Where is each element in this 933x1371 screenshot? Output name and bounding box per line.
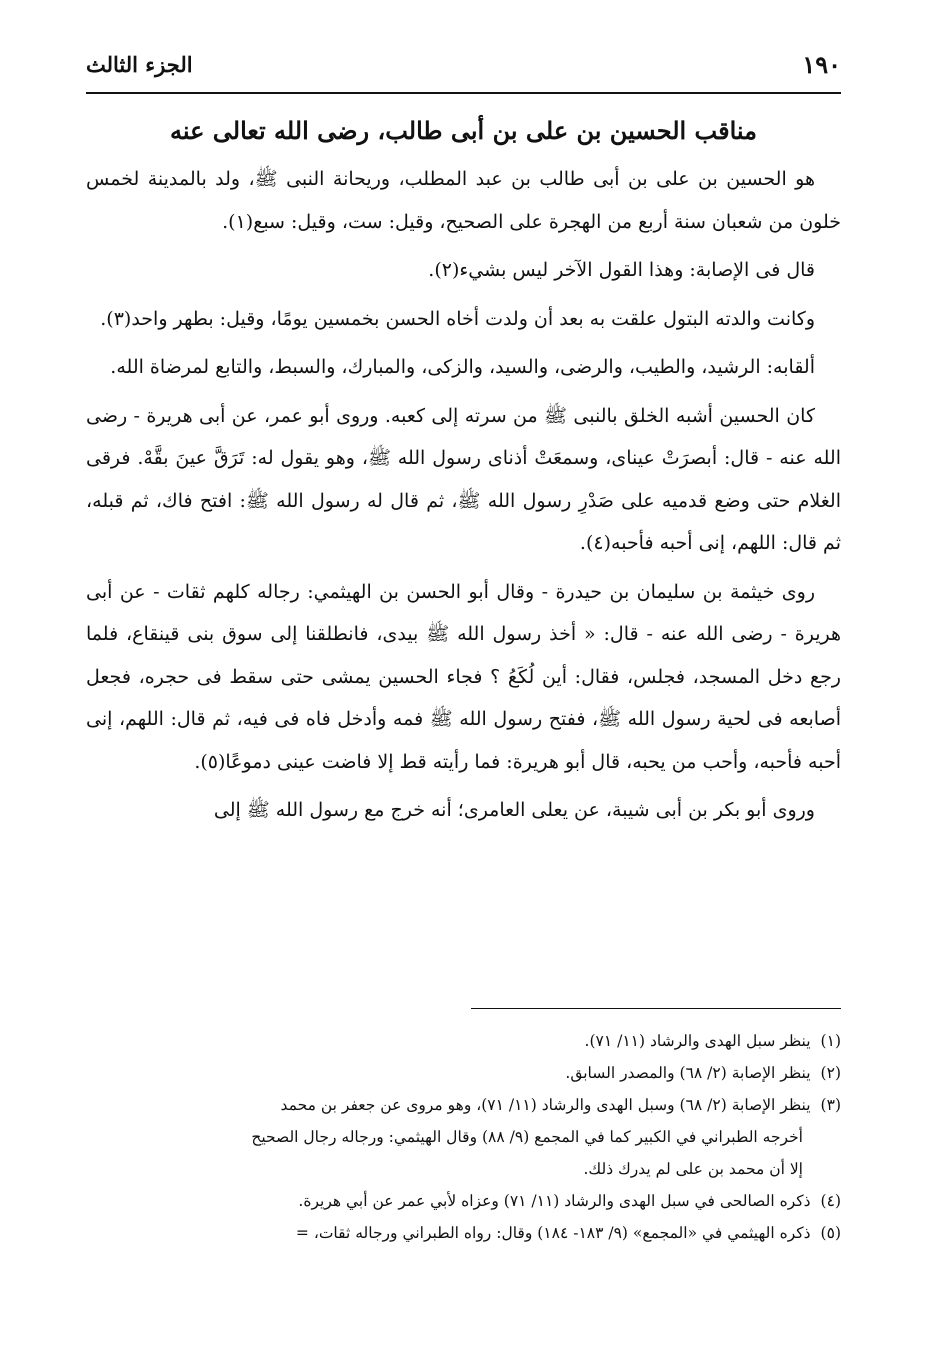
footnote-rule <box>471 1008 841 1009</box>
footnote-number: (٣) <box>820 1096 841 1114</box>
footnote <box>86 1218 841 1248</box>
footnote <box>86 1186 841 1216</box>
footnote <box>86 1058 841 1088</box>
paragraph: وكانت والدته البتول علقت به بعد أن ولدت أخاه الحسن بخمسين يومًا، وقيل: بطهر واحد(٣). <box>100 307 815 330</box>
footnote-number: (٥) <box>820 1224 841 1242</box>
paragraph: ألقابه: الرشيد، والطيب، والرضى، والسيد، والزكى، والمبارك، والسبط، والتابع لمرضاة الله. <box>110 356 815 378</box>
footnote-continuation <box>86 1122 803 1152</box>
footnote-text: ينظر الإصابة (٢/ ٦٨) والمصدر السابق. <box>565 1064 811 1082</box>
paragraph: هو الحسين بن على بن أبى طالب بن عبد المطلب، وريحانة النبى ﷺ، ولد بالمدينة لخمس خلون من شعبان سنة أربع من الهجرة على الصحيح، وقيل: ست، وقيل: سبع(١). <box>86 168 841 233</box>
footnote-number: (١) <box>820 1032 841 1050</box>
footnote-number: (٤) <box>820 1192 841 1210</box>
footnotes <box>86 1026 841 1250</box>
footnote-text: ذكره الصالحى في سبل الهدى والرشاد (١١/ ٧١) وعزاه لأبي عمر عن أبي هريرة. <box>298 1192 811 1210</box>
footnote-continuation <box>86 1154 803 1184</box>
footnote <box>86 1026 841 1056</box>
footnote-text: ينظر الإصابة (٢/ ٦٨) وسبل الهدى والرشاد (١١/ ٧١)، وهو مروى عن جعفر بن محمد <box>280 1096 811 1114</box>
running-title: الجزء الثالث <box>86 51 193 77</box>
footnote <box>86 1090 841 1120</box>
section-title: مناقب الحسين بن على بن أبى طالب، رضى الله تعالى عنه <box>169 116 758 145</box>
footnote-text: ينظر سبل الهدى والرشاد (١١/ ٧١). <box>584 1032 811 1050</box>
footnote-text: ذكره الهيثمي في «المجمع» (٩/ ١٨٣- ١٨٤) وقال: رواه الطبراني ورجاله ثقات، = <box>295 1224 811 1242</box>
footnote-text: أخرجه الطبراني في الكبير كما في المجمع (٩/ ٨٨) وقال الهيثمي: ورجاله رجال الصحيح <box>251 1128 803 1146</box>
page-number: ١٩٠ <box>802 49 841 79</box>
paragraph: وروى أبو بكر بن أبى شيبة، عن يعلى العامرى؛ أنه خرج مع رسول الله ﷺ إلى <box>213 799 815 821</box>
footnote-number: (٢) <box>820 1064 841 1082</box>
paragraph: قال فى الإصابة: وهذا القول الآخر ليس بشيء(٢). <box>428 259 815 281</box>
footnote-text: إلا أن محمد بن على لم يدرك ذلك. <box>583 1160 803 1178</box>
page-header <box>86 42 841 86</box>
header-rule <box>86 92 841 94</box>
main-text <box>86 108 841 838</box>
paragraph: كان الحسين أشبه الخلق بالنبى ﷺ من سرته إلى كعبه. وروى أبو عمر، عن أبى هريرة - رضى الله عنه - قال: أبصرَتْ عيناى، وسمعَتْ أذناى رسول الله ﷺ، وهو يقول له: تَرَقَّ عينَ بقَّهْ. فرقى الغلام حتى وضع قدميه على صَدْرِ رسول الله ﷺ، ثم قال له رسول الله ﷺ: افتح فاك، ثم قبله، ثم قال: اللهم، إنى أحبه فأحبه(٤). <box>86 404 841 554</box>
paragraph: روى خيثمة بن سليمان بن حيدرة - وقال أبو الحسن بن الهيثمي: رجاله كلهم ثقات - عن أبى هريرة - رضى الله عنه - قال: « أخذ رسول الله ﷺ بيدى، فانطلقنا إلى سوق بنى قينقاع، فلما رجع دخل المسجد، فجلس، فقال: أين لُكَعُ ؟ فجاء الحسين يمشى حتى سقط فى حجره، فجعل أصابعه فى لحية رسول الله ﷺ، ففتح رسول الله ﷺ فمه وأدخل فاه فى فيه، ثم قال: اللهم، إنى أحبه فأحبه، وأحب من يحبه، قال أبو هريرة: فما رأيته قط إلا فاضت عينى دموعًا(٥). <box>86 580 841 773</box>
